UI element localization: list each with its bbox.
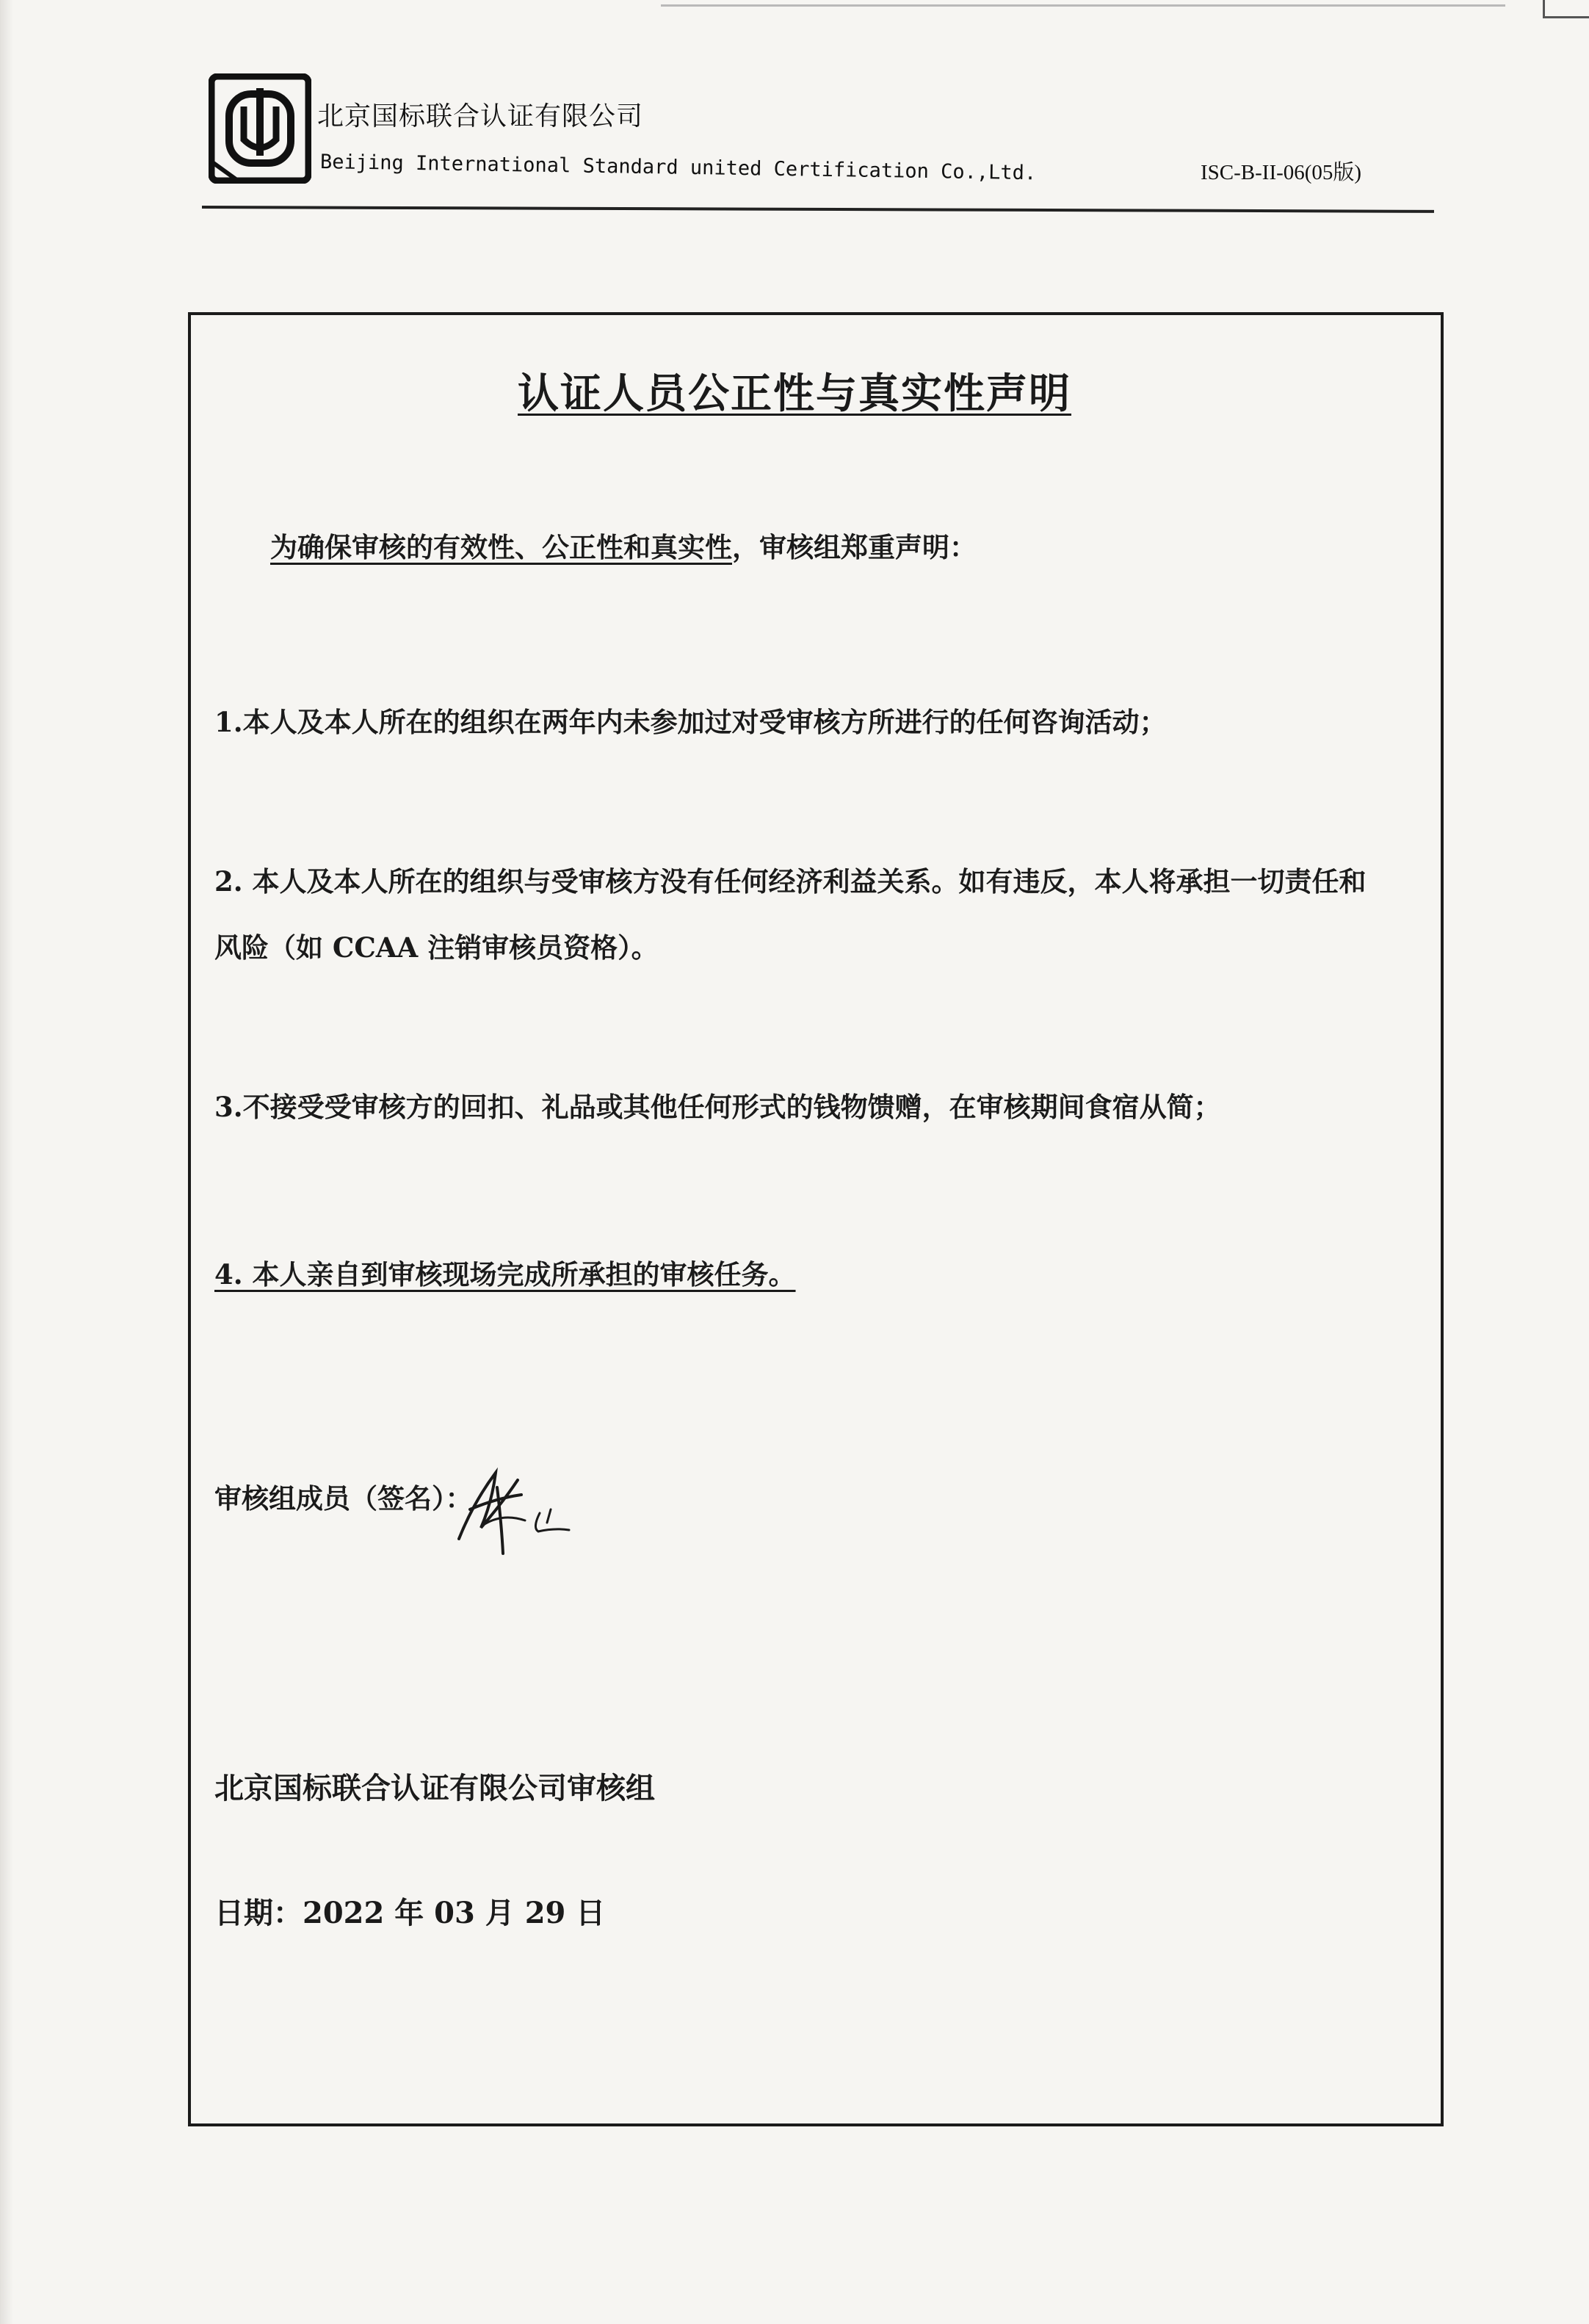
header-divider: [202, 206, 1434, 213]
declaration-item-4: 4. 本人亲自到审核现场完成所承担的审核任务。: [214, 1258, 796, 1291]
company-name-en: Beijing International Standard united Certification Co.,Ltd.: [319, 151, 1037, 185]
handwritten-signature: [452, 1458, 584, 1561]
declaration-item-2: [214, 848, 1367, 981]
declaration-item-2-line-1: 2. 本人及本人所在的组织与受审核方没有任何经济利益关系。如有违反，本人将承担一切责任和: [214, 865, 1367, 898]
intro-rest-text: ，审核组郑重声明：: [732, 531, 977, 563]
declaration-item-3: 3.不接受受审核方的回扣、礼品或其他任何形式的钱物馈赠，在审核期间食宿从简；: [214, 1091, 1221, 1123]
signature-label: 审核组成员（签名）：: [214, 1482, 473, 1515]
scan-artifact-corner: [1543, 0, 1589, 18]
organization-name: 北京国标联合认证有限公司审核组: [214, 1771, 655, 1805]
document-title-text: 认证人员公正性与真实性声明: [518, 370, 1071, 418]
declaration-date: 日期：2022 年 03 月 29 日: [214, 1896, 606, 1930]
declaration-item-1: 1.本人及本人所在的组织在两年内未参加过对受审核方所进行的任何咨询活动；: [214, 706, 1167, 738]
intro-underlined-text: 为确保审核的有效性、公正性和真实性: [270, 531, 732, 563]
document-code: ISC-B-II-06(05版): [1201, 161, 1362, 184]
company-logo-icon: [209, 73, 311, 184]
company-name-cn: 北京国标联合认证有限公司: [317, 101, 644, 131]
declaration-frame: [188, 312, 1444, 2126]
intro-paragraph: [270, 514, 977, 580]
scan-edge-shadow: [0, 0, 13, 2324]
scan-artifact-line: [661, 4, 1505, 7]
document-title: [0, 361, 1589, 420]
declaration-item-2-line-2: 风险（如 CCAA 注销审核员资格）。: [214, 931, 659, 964]
